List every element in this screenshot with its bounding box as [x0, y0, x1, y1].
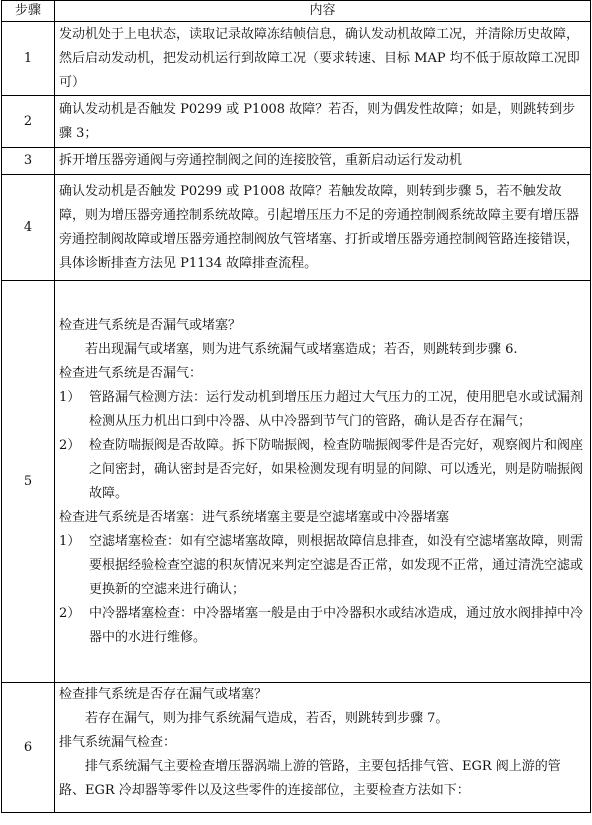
step-content: [55, 281, 591, 683]
list-item-number: 1）: [59, 533, 81, 549]
step-content: [55, 683, 591, 813]
table-row: [2, 148, 591, 175]
step-text: 排气系统漏气检查：: [59, 735, 177, 750]
step-content: [55, 175, 591, 281]
step-text: 检查进气系统是否漏气：: [59, 365, 203, 381]
step-number: 3: [2, 148, 55, 175]
step-text: 排气系统漏气主要检查增压器涡端上游的管路，主要包括排气管、EGR 阀上游的管路、EGR 冷却器等零件以及这些零件的连接部位，主要检查方法如下：: [59, 759, 561, 798]
list-item-number: 2）: [59, 605, 81, 621]
list-item: [59, 386, 586, 434]
list-item: [59, 530, 586, 602]
header-content: 内容: [55, 1, 591, 22]
step-number: 6: [2, 683, 55, 813]
list-item-text: 检查防喘振阀是否故障。拆下防喘振阀，检查防喘振阀零件是否完好，观察阀片和阀座之间密封，确认密封是否完好，如果检测发现有明显的间隙、可以透光，则是防喘振阀故障。: [89, 437, 584, 501]
step-number: 1: [2, 22, 55, 96]
list-item-text: 中冷器堵塞检查：中冷器堵塞一般是由于中冷器积水或结冰造成，通过放水阀排掉中冷器中的水进行维修。: [89, 605, 584, 645]
table-row: [2, 22, 591, 96]
step-text: 若存在漏气，则为排气系统漏气造成，若否，则跳转到步骤 7。: [85, 711, 449, 726]
list-item-number: 2）: [59, 437, 81, 453]
table-header-row: [2, 1, 591, 22]
list-item-number: 1）: [59, 389, 81, 405]
step-text: 发动机处于上电状态，读取记录故障冻结帧信息，确认发动机故障工况，并清除历史故障，然后启动发动机，把发动机运行到故障工况（要求转速、目标 MAP 均不低于原故障工况即可）: [59, 26, 580, 90]
step-content: [55, 96, 591, 148]
list-item: [59, 602, 586, 650]
table-row: [2, 281, 591, 683]
step-content: [55, 148, 591, 175]
list-item-text: 空滤堵塞检查：如有空滤堵塞故障，则根据故障信息排查，如没有空滤堵塞故障，则需要根据经验检查空滤的积灰情况来判定空滤是否正常，如发现不正常，通过清洗空滤或更换新的空滤来进行确认；: [89, 533, 584, 597]
diagnostic-steps-table: [1, 0, 591, 813]
list-item-text: 管路漏气检测方法：运行发动机到增压压力超过大气压力的工况，使用肥皂水或试漏剂检测从压力机出口到中冷器、从中冷器到节气门的管路，确认是否存在漏气；: [89, 389, 584, 429]
table-row: [2, 96, 591, 148]
step-text: 确认发动机是否触发 P0299 或 P1008 故障？若否，则为偶发性故障；如是，则跳转到步骤 3；: [59, 101, 576, 141]
list-item: [59, 434, 586, 506]
step-text: 检查进气系统是否漏气或堵塞？: [59, 317, 242, 333]
step-number: 2: [2, 96, 55, 148]
step-number: 5: [2, 281, 55, 683]
step-text: 检查排气系统是否存在漏气或堵塞？: [59, 687, 268, 702]
step-text: 若出现漏气或堵塞，则为进气系统漏气或堵塞造成；若否，则跳转到步骤 6.: [85, 341, 518, 357]
table-row: [2, 175, 591, 281]
step-text: 拆开增压器旁通阀与旁通控制阀之间的连接胶管，重新启动运行发动机: [59, 153, 463, 168]
step-text: 检查进气系统是否堵塞：进气系统堵塞主要是空滤堵塞或中冷器堵塞: [59, 509, 450, 525]
step-content: [55, 22, 591, 96]
step-text: 确认发动机是否触发 P0299 或 P1008 故障？若触发故障，则转到步骤 5，若不触发故障，则为增压器旁通控制系统故障。引起增压压力不足的旁通控制阀系统故障主要有增压器旁通控制阀故障或增压器旁通控制阀放气管堵塞、打折或增压器旁通控制阀管路连接错误，具体诊断排查方法见 P1134 故障排查流程。: [59, 183, 580, 271]
header-step: 步骤: [2, 1, 55, 22]
table-row: [2, 683, 591, 813]
step-number: 4: [2, 175, 55, 281]
